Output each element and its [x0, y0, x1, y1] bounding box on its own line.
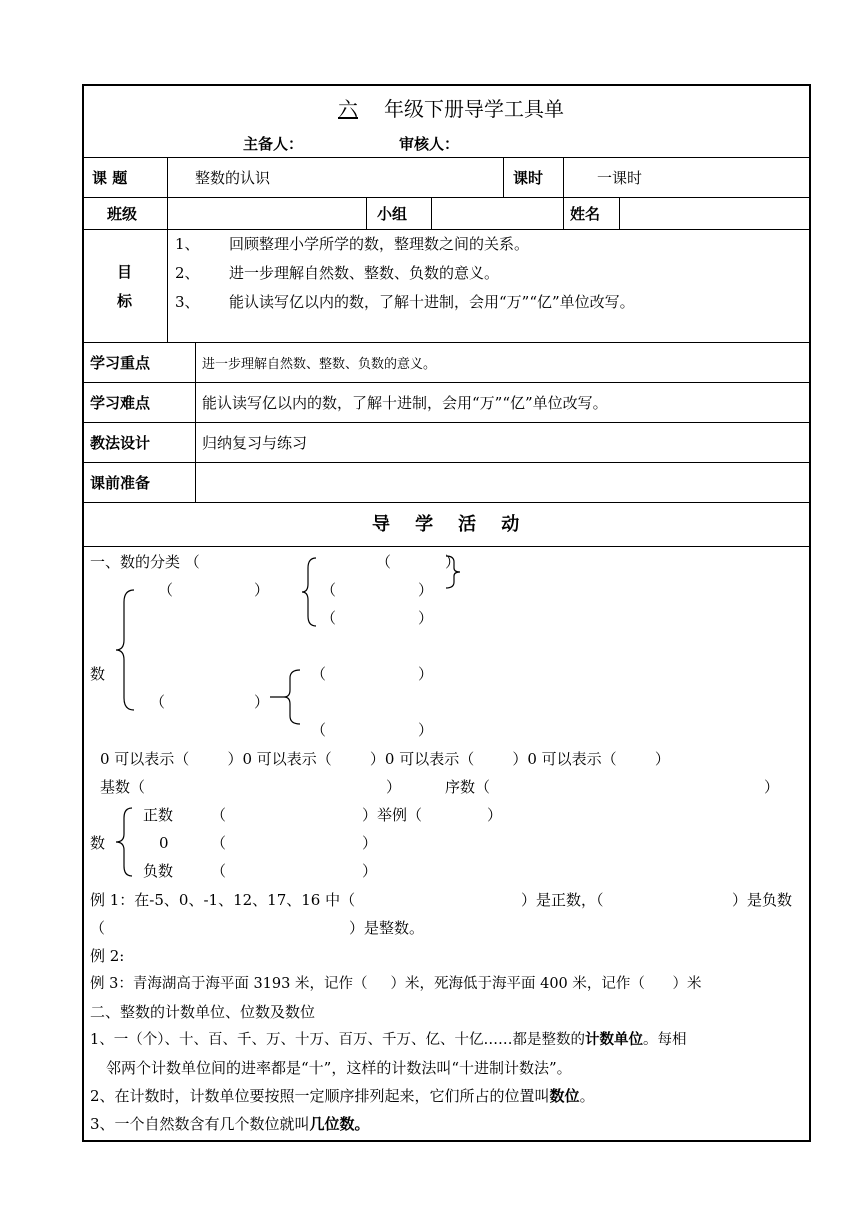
rule [82, 342, 811, 343]
rule [619, 197, 620, 229]
paragraph-text: 。每相 [642, 1032, 687, 1048]
rule [82, 157, 811, 158]
rule [503, 157, 504, 197]
blank-open: （ [211, 806, 227, 824]
blank-close: ） [362, 862, 378, 880]
rule [82, 422, 811, 423]
group-label: 小组 [377, 205, 408, 223]
right-brace-icon [444, 554, 462, 590]
rule [82, 197, 811, 198]
zero-meaning-line: 0 可以表示（ ）0 可以表示（ ）0 可以表示（ ）0 可以表示（ ） [100, 750, 670, 768]
section-title: 二、整数的计数单位、位数及数位 [90, 1003, 316, 1021]
prep-label: 课前准备 [90, 474, 151, 492]
period-value: 一课时 [597, 169, 643, 187]
positive-label: 正数 [143, 806, 174, 824]
rule [366, 197, 367, 229]
blank-close: ） [418, 581, 434, 599]
left-brace-icon [270, 668, 304, 726]
left-brace-icon [114, 588, 136, 712]
method-value: 归纳复习与练习 [202, 434, 308, 452]
rule [82, 502, 811, 503]
paragraph-text: 。 [579, 1087, 595, 1105]
goals-label: 标 [117, 292, 133, 310]
bold-term: 数位 [549, 1087, 580, 1105]
rule [82, 382, 811, 383]
goal-text: 回顾整理小学所学的数，整理数之间的关系。 [229, 235, 530, 253]
topic-value: 整数的认识 [195, 169, 271, 187]
blank-close: ） [764, 778, 780, 796]
blank-open: （ [90, 919, 106, 937]
blank-close: ） [487, 806, 503, 824]
example-1: ）是负数 [732, 891, 793, 909]
ordinal-label: 序数（ [445, 778, 491, 796]
rule [82, 462, 811, 463]
paragraph-text: 3、一个自然数含有几个数位就叫 [90, 1115, 310, 1133]
example-1: 例 1：在-5、0、-1、12、17、16 中（ [90, 891, 356, 909]
example-label: ）举例（ [362, 806, 423, 824]
period-label: 课时 [513, 169, 544, 187]
blank-open: （ [376, 553, 392, 571]
example-3: 例 3：青海湖高于海平面 3193 米，记作（ ）米，死海低于海平面 400 米，记作（ ）米 [90, 976, 702, 992]
difficulty-value: 能认读写亿以内的数，了解十进制，会用“万”“亿”单位改写。 [202, 394, 608, 412]
blank-open: （ [311, 721, 327, 739]
paragraph-text: 2、在计数时，计数单位要按照一定顺序排列起来，它们所占的位置叫 [90, 1087, 550, 1105]
blank-open: （ [321, 609, 337, 627]
goal-text: 能认读写亿以内的数，了解十进制，会用“万”“亿”单位改写。 [229, 293, 635, 311]
example-1: ）是正数，（ [521, 891, 604, 909]
blank-open: （ [311, 665, 327, 683]
activity-heading: 导 学 活 动 [372, 514, 520, 535]
blank-close: ） [418, 721, 434, 739]
rule [82, 546, 811, 547]
grade-blank: 六 [338, 97, 358, 121]
blank-open: （ [150, 693, 166, 711]
key-value: 进一步理解自然数、整数、负数的意义。 [202, 357, 437, 372]
goal-text: 进一步理解自然数、整数、负数的意义。 [229, 264, 500, 282]
difficulty-label: 学习难点 [90, 394, 151, 412]
section-title: 一、数的分类 （ [90, 553, 200, 571]
number-label: 数 [90, 834, 106, 852]
rule [82, 229, 811, 230]
goal-number: 1、 [175, 235, 200, 253]
page-title [312, 97, 564, 121]
example-1: ）是整数。 [349, 919, 425, 937]
reviewer-label: 审核人： [399, 135, 460, 153]
goal-number: 3、 [175, 293, 200, 311]
topic-label: 课 题 [92, 169, 128, 187]
cardinal-label: 基数（ [100, 778, 146, 796]
blank-close: ） [418, 665, 434, 683]
blank-close: ） [386, 778, 402, 796]
blank-open: （ [158, 581, 174, 599]
example-2: 例 2: [90, 947, 125, 965]
rule [431, 197, 432, 229]
title-text: 年级下册导学工具单 [384, 97, 564, 121]
paragraph-1-cont: 邻两个计数单位间的进率都是“十”，这样的计数法叫“十进制计数法”。 [106, 1059, 572, 1077]
bold-term: 几位数。 [309, 1115, 370, 1133]
paragraph-3 [90, 1115, 370, 1133]
blank-open: （ [211, 862, 227, 880]
blank-close: ） [418, 609, 434, 627]
paragraph-1 [90, 1031, 686, 1049]
class-label: 班级 [107, 205, 138, 223]
blank-close: ） [254, 581, 270, 599]
paragraph-2 [90, 1087, 595, 1105]
goal-number: 2、 [175, 264, 200, 282]
number-label: 数 [90, 665, 106, 683]
rule [195, 342, 196, 502]
paragraph-text: 1、一（个）、十、百、千、万、十万、百万、千万、亿、十亿……都是整数的 [90, 1032, 585, 1048]
blank-open: （ [211, 834, 227, 852]
key-label: 学习重点 [90, 354, 151, 372]
left-brace-icon [114, 806, 134, 878]
goals-label: 目 [117, 263, 133, 281]
left-brace-icon [300, 556, 320, 628]
preparer-label: 主备人： [243, 135, 304, 153]
blank-close: ） [445, 553, 461, 571]
blank-close: ） [254, 693, 270, 711]
rule [563, 157, 564, 229]
zero-label: 0 [159, 834, 169, 852]
blank-close: ） [362, 834, 378, 852]
rule [167, 157, 168, 342]
name-label: 姓名 [570, 205, 601, 223]
negative-label: 负数 [143, 862, 174, 880]
bold-term: 计数单位 [584, 1032, 643, 1048]
method-label: 教法设计 [90, 434, 151, 452]
blank-open: （ [321, 581, 337, 599]
